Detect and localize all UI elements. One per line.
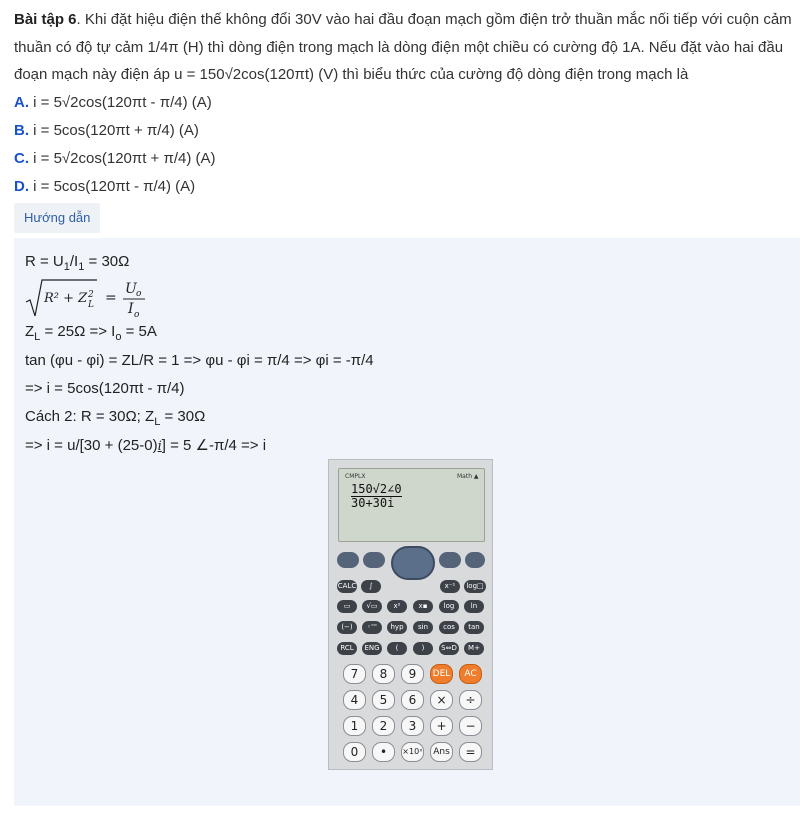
eng-key: ENG [362,642,382,655]
formula-sqrt-ratio [25,276,155,320]
divide-key: ÷ [459,690,482,710]
key-9: 9 [401,664,424,684]
key-3: 3 [401,716,424,736]
tan-key: tan [464,621,484,634]
rcl-key: RCL [337,642,357,655]
alpha-key [363,552,385,568]
power-key: x▪ [413,600,433,613]
plus-key: + [430,716,453,736]
solution-line-4: tan (φu - φi) = ZL/R = 1 => φu - φi = π/4 => φi = -π/4 [25,352,374,369]
replay-dpad [391,546,435,580]
key-8: 8 [372,664,395,684]
svg-text:2: 2 [88,290,94,300]
degree-key: ◦''' [362,621,382,634]
ac-key: AC [459,664,482,684]
svg-text:R² + Z: R² + Z [44,291,88,306]
integral-key: ∫ [361,580,381,593]
option-letter: A. [14,93,29,111]
option-letter: B. [14,121,29,139]
option-letter: D. [14,177,29,195]
sd-key: S⇔D [439,642,459,655]
ln-key: ln [464,600,484,613]
sqrt-key: √▭ [362,600,382,613]
svg-text:o: o [134,310,140,320]
open-paren-key: ( [387,642,407,655]
key-6: 6 [401,690,424,710]
ans-key: Ans [430,742,453,762]
logbase-key: log□ [464,580,486,593]
key-1: 1 [343,716,366,736]
exp-key: ×10ˣ [401,742,424,762]
option-text: i = 5cos(120πt - π/4) (A) [29,177,196,195]
problem-block [14,6,794,201]
calculator-screen [338,468,485,542]
guide-button[interactable]: Hướng dẫn [14,203,100,233]
minus-key: − [459,716,482,736]
del-key: DEL [430,664,453,684]
on-key [465,552,485,568]
screen-mode-label: CMPLX [345,473,366,480]
option-b [14,117,794,145]
key-2: 2 [372,716,395,736]
option-c [14,145,794,173]
svg-text:L: L [88,300,94,310]
screen-denominator: 30+30i [351,496,402,510]
equals-key: = [459,742,482,762]
screen-numerator: 150√2∠0 [351,482,402,496]
option-letter: C. [14,149,29,167]
hyp-key: hyp [387,621,407,634]
cos-key: cos [439,621,459,634]
solution-line-6: Cách 2: R = 30Ω; $Z_L = 30\Omega$ [25,408,206,428]
solution-line-1: $R = U_1/I_1 = 30\Omega$ [25,253,130,273]
screen-math-label: Math ▲ [457,473,479,480]
svg-text:o: o [136,289,142,299]
key-7: 7 [343,664,366,684]
option-text: i = 5√2cos(120πt + π/4) (A) [29,149,216,167]
mplus-key: M+ [464,642,484,655]
multiply-key: × [430,690,453,710]
screen-expression [351,483,402,510]
option-text: i = 5cos(120πt + π/4) (A) [29,121,199,139]
key-0: 0 [343,742,366,762]
square-key: x² [387,600,407,613]
solution-line-5: => i = 5cos(120πt - π/4) [25,380,185,397]
problem-statement [14,6,794,89]
option-text: i = 5√2cos(120πt - π/4) (A) [29,93,212,111]
solution-panel [14,238,800,806]
solution-line-3: $Z_L = 25\Omega => I_o = 5A$ [25,323,157,343]
option-a [14,89,794,117]
svg-text:U: U [125,281,137,297]
sin-key: sin [413,621,433,634]
key-5: 5 [372,690,395,710]
inverse-key: x⁻¹ [440,580,460,593]
problem-text: . Khi đặt hiệu điện thế không đổi 30V vào hai đầu đoạn mạch gồm điện trở thuần mắc nối tiếp với cuộn cảm thuần có độ tự cảm 1/4π (H) thì dòng điện trong mạch là dòng điện một chiều có cường độ 1A. Nếu đặt vào hai đầu đoạn mạch này điện áp u = 150√2cos(120πt) (V) thì biểu thức của cường độ dòng điện trong mạch là [14,11,792,83]
calc-key: CALC [337,580,357,593]
key-4: 4 [343,690,366,710]
option-d [14,173,794,201]
shift-key [337,552,359,568]
close-paren-key: ) [413,642,433,655]
problem-number: Bài tập 6 [14,11,77,28]
negative-key: (−) [337,621,357,634]
svg-text:=: = [105,290,117,306]
mode-key [439,552,461,568]
log-key: log [439,600,459,613]
svg-text:I: I [128,301,134,317]
solution-line-2-formula [25,276,155,324]
solution-line-7: => i = u/[30 + (25-0)i] = 5 ∠-π/4 => i [25,437,267,454]
dot-key: • [372,742,395,762]
fraction-key: ▭ [337,600,357,613]
calculator-image [328,459,493,770]
